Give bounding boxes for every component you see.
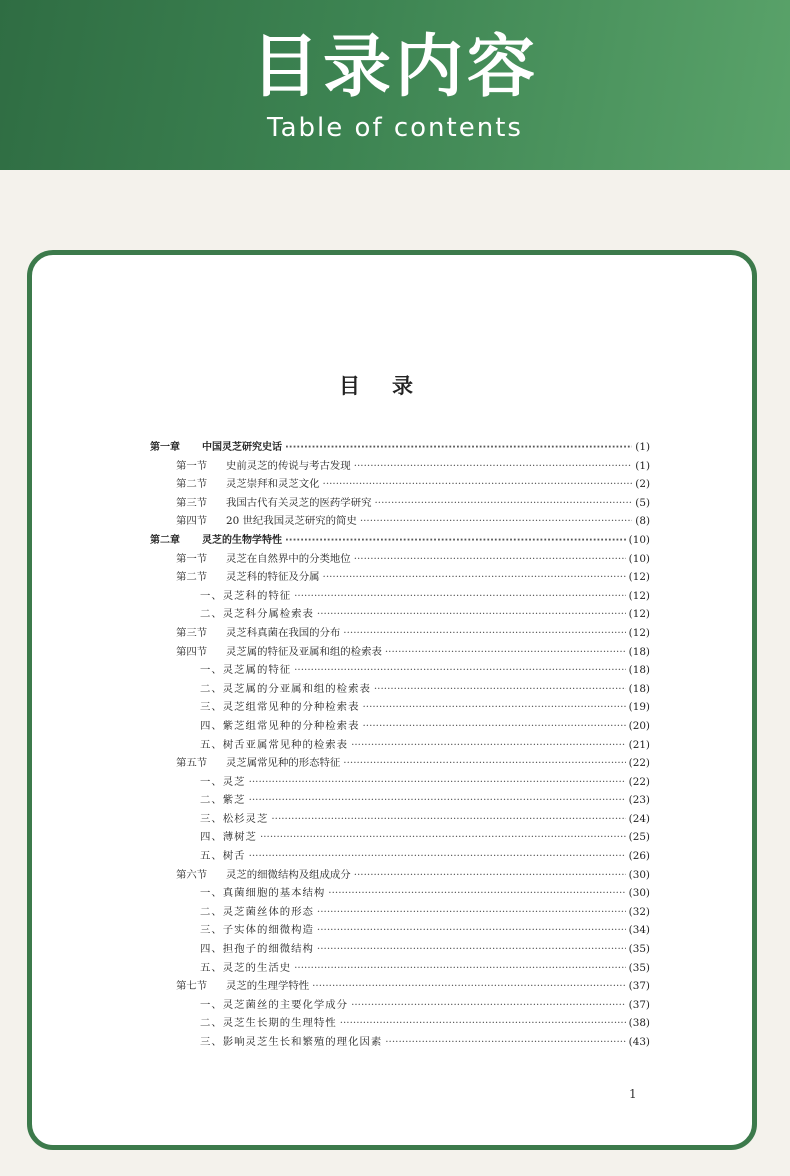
toc-entry-title: 我国古代有关灵芝的医药学研究 <box>226 496 372 509</box>
toc-entry-title: 四、薄树芝 <box>200 831 257 844</box>
toc-entry-page: (43) <box>628 1036 650 1048</box>
toc-entry-label <box>200 828 257 847</box>
toc-entry-sub <box>150 698 650 717</box>
header-banner <box>0 0 790 170</box>
toc-entry-sub <box>150 940 650 959</box>
toc-entry-label <box>176 568 320 587</box>
toc-entry-title: 三、影响灵芝生长和繁殖的理化因素 <box>200 1036 383 1048</box>
toc-entry-page: (22) <box>628 757 650 770</box>
toc-entry-section <box>150 512 650 531</box>
toc-entry-title: 灵芝的生物学特性 <box>202 534 282 546</box>
toc-entry-title: 灵芝属的特征及亚属和组的检索表 <box>226 645 382 658</box>
toc-entry-label <box>200 736 348 755</box>
toc-entry-number: 第一章 <box>150 442 180 453</box>
toc-entry-label <box>176 624 340 643</box>
dot-leader <box>294 959 626 978</box>
dot-leader <box>343 754 625 773</box>
toc-entry-page: (32) <box>628 905 650 918</box>
toc-entry-sub <box>150 605 650 624</box>
toc-entry-number: 第一节 <box>176 552 208 565</box>
toc-entry-page: (12) <box>628 589 650 602</box>
toc-entry-page: (10) <box>628 552 650 565</box>
toc-entry-page: (26) <box>628 850 650 863</box>
toc-entry-label <box>176 643 382 662</box>
toc-entry-label <box>200 884 325 903</box>
toc-entry-label <box>150 532 282 551</box>
toc-entry-number: 第三节 <box>176 626 208 639</box>
toc-entry-label <box>176 475 320 494</box>
toc-entry-label <box>200 996 348 1015</box>
toc-entry-sub <box>150 847 650 866</box>
toc-entry-page: (22) <box>628 775 650 788</box>
toc-entry-label <box>200 605 314 624</box>
dot-leader <box>317 921 626 940</box>
toc-entry-title: 一、灵芝菌丝的主要化学成分 <box>200 998 349 1011</box>
toc-entry-title: 灵芝科的特征及分属 <box>226 571 320 584</box>
dot-leader <box>249 847 626 866</box>
toc-entry-sub <box>150 736 650 755</box>
toc-entry-title: 三、子实体的细微构造 <box>200 924 314 937</box>
toc-entry-title: 二、灵芝属的分亚属和组的检索表 <box>200 682 371 695</box>
toc-entry-page: (2) <box>635 478 650 491</box>
toc-entry-section <box>150 977 650 996</box>
toc-entry-title: 五、灵芝的生活史 <box>200 961 292 974</box>
toc-entry-number: 第五节 <box>176 757 208 770</box>
toc-entry-title: 灵芝的细微结构及组成成分 <box>226 868 351 881</box>
dot-leader <box>340 1014 626 1033</box>
toc-entry-sub <box>150 661 650 680</box>
toc-entry-label <box>200 940 314 959</box>
toc-entry-section <box>150 754 650 773</box>
toc-entry-section <box>150 475 650 494</box>
toc-entry-label <box>150 439 282 458</box>
toc-entry-label <box>200 1033 382 1052</box>
toc-entry-number: 第二节 <box>176 478 208 491</box>
toc-entry-title: 灵芝科真菌在我国的分布 <box>226 626 341 639</box>
toc-entry-section <box>150 494 650 513</box>
dot-leader <box>294 661 626 680</box>
toc-entry-chapter <box>150 531 650 550</box>
dot-leader <box>362 698 625 717</box>
toc-entry-title: 一、灵芝 <box>200 775 246 788</box>
toc-entry-sub <box>150 959 650 978</box>
toc-entry-sub <box>150 587 650 606</box>
dot-leader <box>285 532 626 551</box>
toc-entry-page: (12) <box>628 571 650 584</box>
toc-entry-page: (21) <box>628 738 650 751</box>
document-page <box>27 250 757 1150</box>
toc-entry-page: (24) <box>628 812 650 825</box>
dot-leader <box>312 977 626 996</box>
toc-entry-sub <box>150 884 650 903</box>
toc-entry-label <box>176 494 371 513</box>
dot-leader <box>360 512 632 531</box>
toc-entry-page: (25) <box>628 831 650 844</box>
toc-entry-label <box>176 754 340 773</box>
toc-entry-label <box>200 1014 337 1033</box>
toc-entry-title: 一、灵芝属的特征 <box>200 664 292 677</box>
toc-entry-chapter <box>150 438 650 457</box>
dot-leader <box>351 996 626 1015</box>
toc-entry-section <box>150 643 650 662</box>
toc-entry-section <box>150 568 650 587</box>
toc-entry-title: 五、树舌亚属常见种的检索表 <box>200 738 349 751</box>
toc-entry-page: (8) <box>635 515 650 528</box>
dot-leader <box>343 624 625 643</box>
table-of-contents <box>150 438 650 1052</box>
toc-entry-page: (1) <box>635 441 650 453</box>
toc-entry-page: (23) <box>628 794 650 807</box>
dot-leader <box>323 568 626 587</box>
toc-entry-sub <box>150 791 650 810</box>
toc-entry-page: (12) <box>628 608 650 621</box>
toc-entry-sub <box>150 680 650 699</box>
dot-leader <box>249 791 626 810</box>
toc-entry-label <box>176 550 351 569</box>
toc-entry-title: 灵芝属常见种的形态特征 <box>226 757 341 770</box>
toc-entry-page: (38) <box>628 1017 650 1030</box>
toc-entry-sub <box>150 828 650 847</box>
toc-entry-number: 第二节 <box>176 571 208 584</box>
toc-entry-label <box>200 791 246 810</box>
toc-entry-section <box>150 866 650 885</box>
toc-entry-section <box>150 457 650 476</box>
toc-entry-sub <box>150 773 650 792</box>
dot-leader <box>317 903 626 922</box>
dot-leader <box>374 494 632 513</box>
toc-entry-number: 第二章 <box>150 534 180 546</box>
toc-entry-title: 二、灵芝菌丝体的形态 <box>200 905 314 918</box>
dot-leader <box>317 605 626 624</box>
dot-leader <box>385 643 626 662</box>
toc-entry-title: 一、灵芝科的特征 <box>200 589 292 602</box>
toc-entry-label <box>200 810 268 829</box>
toc-entry-page: (18) <box>628 645 650 658</box>
dot-leader <box>328 884 625 903</box>
toc-entry-page: (37) <box>628 980 650 993</box>
toc-entry-sub <box>150 903 650 922</box>
dot-leader <box>260 828 626 847</box>
dot-leader <box>271 810 625 829</box>
toc-entry-number: 第三节 <box>176 496 208 509</box>
toc-entry-number: 第四节 <box>176 515 208 528</box>
toc-entry-page: (30) <box>628 868 650 881</box>
toc-entry-page: (30) <box>628 887 650 900</box>
dot-leader <box>285 439 632 458</box>
toc-entry-title: 20 世纪我国灵芝研究的简史 <box>226 515 357 528</box>
toc-entry-title: 一、真菌细胞的基本结构 <box>200 887 326 900</box>
toc-entry-label <box>200 698 359 717</box>
dot-leader <box>354 550 626 569</box>
toc-entry-label <box>200 587 291 606</box>
toc-entry-page: (37) <box>628 998 650 1011</box>
toc-entry-page: (35) <box>628 943 650 956</box>
toc-entry-sub <box>150 810 650 829</box>
toc-entry-title: 灵芝崇拜和灵芝文化 <box>226 478 320 491</box>
toc-entry-label <box>200 773 246 792</box>
dot-leader <box>351 736 626 755</box>
toc-entry-number: 第四节 <box>176 645 208 658</box>
toc-entry-section <box>150 624 650 643</box>
toc-entry-label <box>176 512 357 531</box>
page-number: 1 <box>629 1087 637 1101</box>
dot-leader <box>249 773 626 792</box>
toc-entry-title: 三、灵芝组常见种的分种检索表 <box>200 701 360 714</box>
toc-entry-page: (20) <box>628 719 650 732</box>
toc-entry-title: 四、紫芝组常见种的分种检索表 <box>200 719 360 732</box>
dot-leader <box>362 717 625 736</box>
toc-entry-label <box>200 959 291 978</box>
toc-entry-page: (18) <box>628 664 650 677</box>
toc-entry-page: (5) <box>635 496 650 509</box>
toc-entry-title: 史前灵芝的传说与考古发现 <box>226 459 351 472</box>
toc-entry-label <box>176 866 351 885</box>
dot-leader <box>354 866 626 885</box>
toc-entry-number: 第六节 <box>176 868 208 881</box>
toc-entry-sub <box>150 1014 650 1033</box>
toc-entry-page: (18) <box>628 682 650 695</box>
toc-entry-page: (1) <box>635 459 650 472</box>
toc-entry-page: (19) <box>628 701 650 714</box>
toc-entry-page: (34) <box>628 924 650 937</box>
toc-entry-page: (12) <box>628 626 650 639</box>
toc-entry-label <box>200 903 314 922</box>
toc-entry-title: 五、树舌 <box>200 850 246 863</box>
toc-entry-label <box>200 661 291 680</box>
toc-entry-sub <box>150 996 650 1015</box>
dot-leader <box>317 940 626 959</box>
toc-entry-label <box>200 847 246 866</box>
toc-entry-number: 第七节 <box>176 980 208 993</box>
toc-entry-sub <box>150 1033 650 1052</box>
toc-entry-sub <box>150 921 650 940</box>
toc-entry-page: (10) <box>628 533 650 546</box>
toc-entry-title: 二、灵芝科分属检索表 <box>200 608 314 621</box>
toc-entry-label <box>176 457 351 476</box>
toc-entry-section <box>150 550 650 569</box>
toc-entry-title: 灵芝在自然界中的分类地位 <box>226 552 351 565</box>
toc-entry-label <box>200 717 359 736</box>
dot-leader <box>294 587 626 606</box>
banner-subtitle: Table of contents <box>267 113 523 143</box>
toc-entry-page: (35) <box>628 961 650 974</box>
toc-entry-label <box>176 977 309 996</box>
dot-leader <box>354 457 633 476</box>
toc-entry-number: 第一节 <box>176 459 208 472</box>
dot-leader <box>323 475 633 494</box>
dot-leader <box>385 1033 625 1052</box>
page-heading: 目录 <box>339 373 445 398</box>
toc-entry-title: 三、松杉灵芝 <box>200 812 269 825</box>
toc-entry-title: 中国灵芝研究史话 <box>202 442 282 453</box>
toc-entry-title: 灵芝的生理学特性 <box>226 980 310 993</box>
toc-entry-title: 四、担孢子的细微结构 <box>200 943 314 956</box>
dot-leader <box>374 680 626 699</box>
toc-entry-label <box>200 921 314 940</box>
toc-entry-sub <box>150 717 650 736</box>
toc-entry-title: 二、紫芝 <box>200 794 246 807</box>
banner-title: 目录内容 <box>250 28 539 107</box>
toc-entry-label <box>200 680 371 699</box>
toc-entry-title: 二、灵芝生长期的生理特性 <box>200 1017 337 1030</box>
